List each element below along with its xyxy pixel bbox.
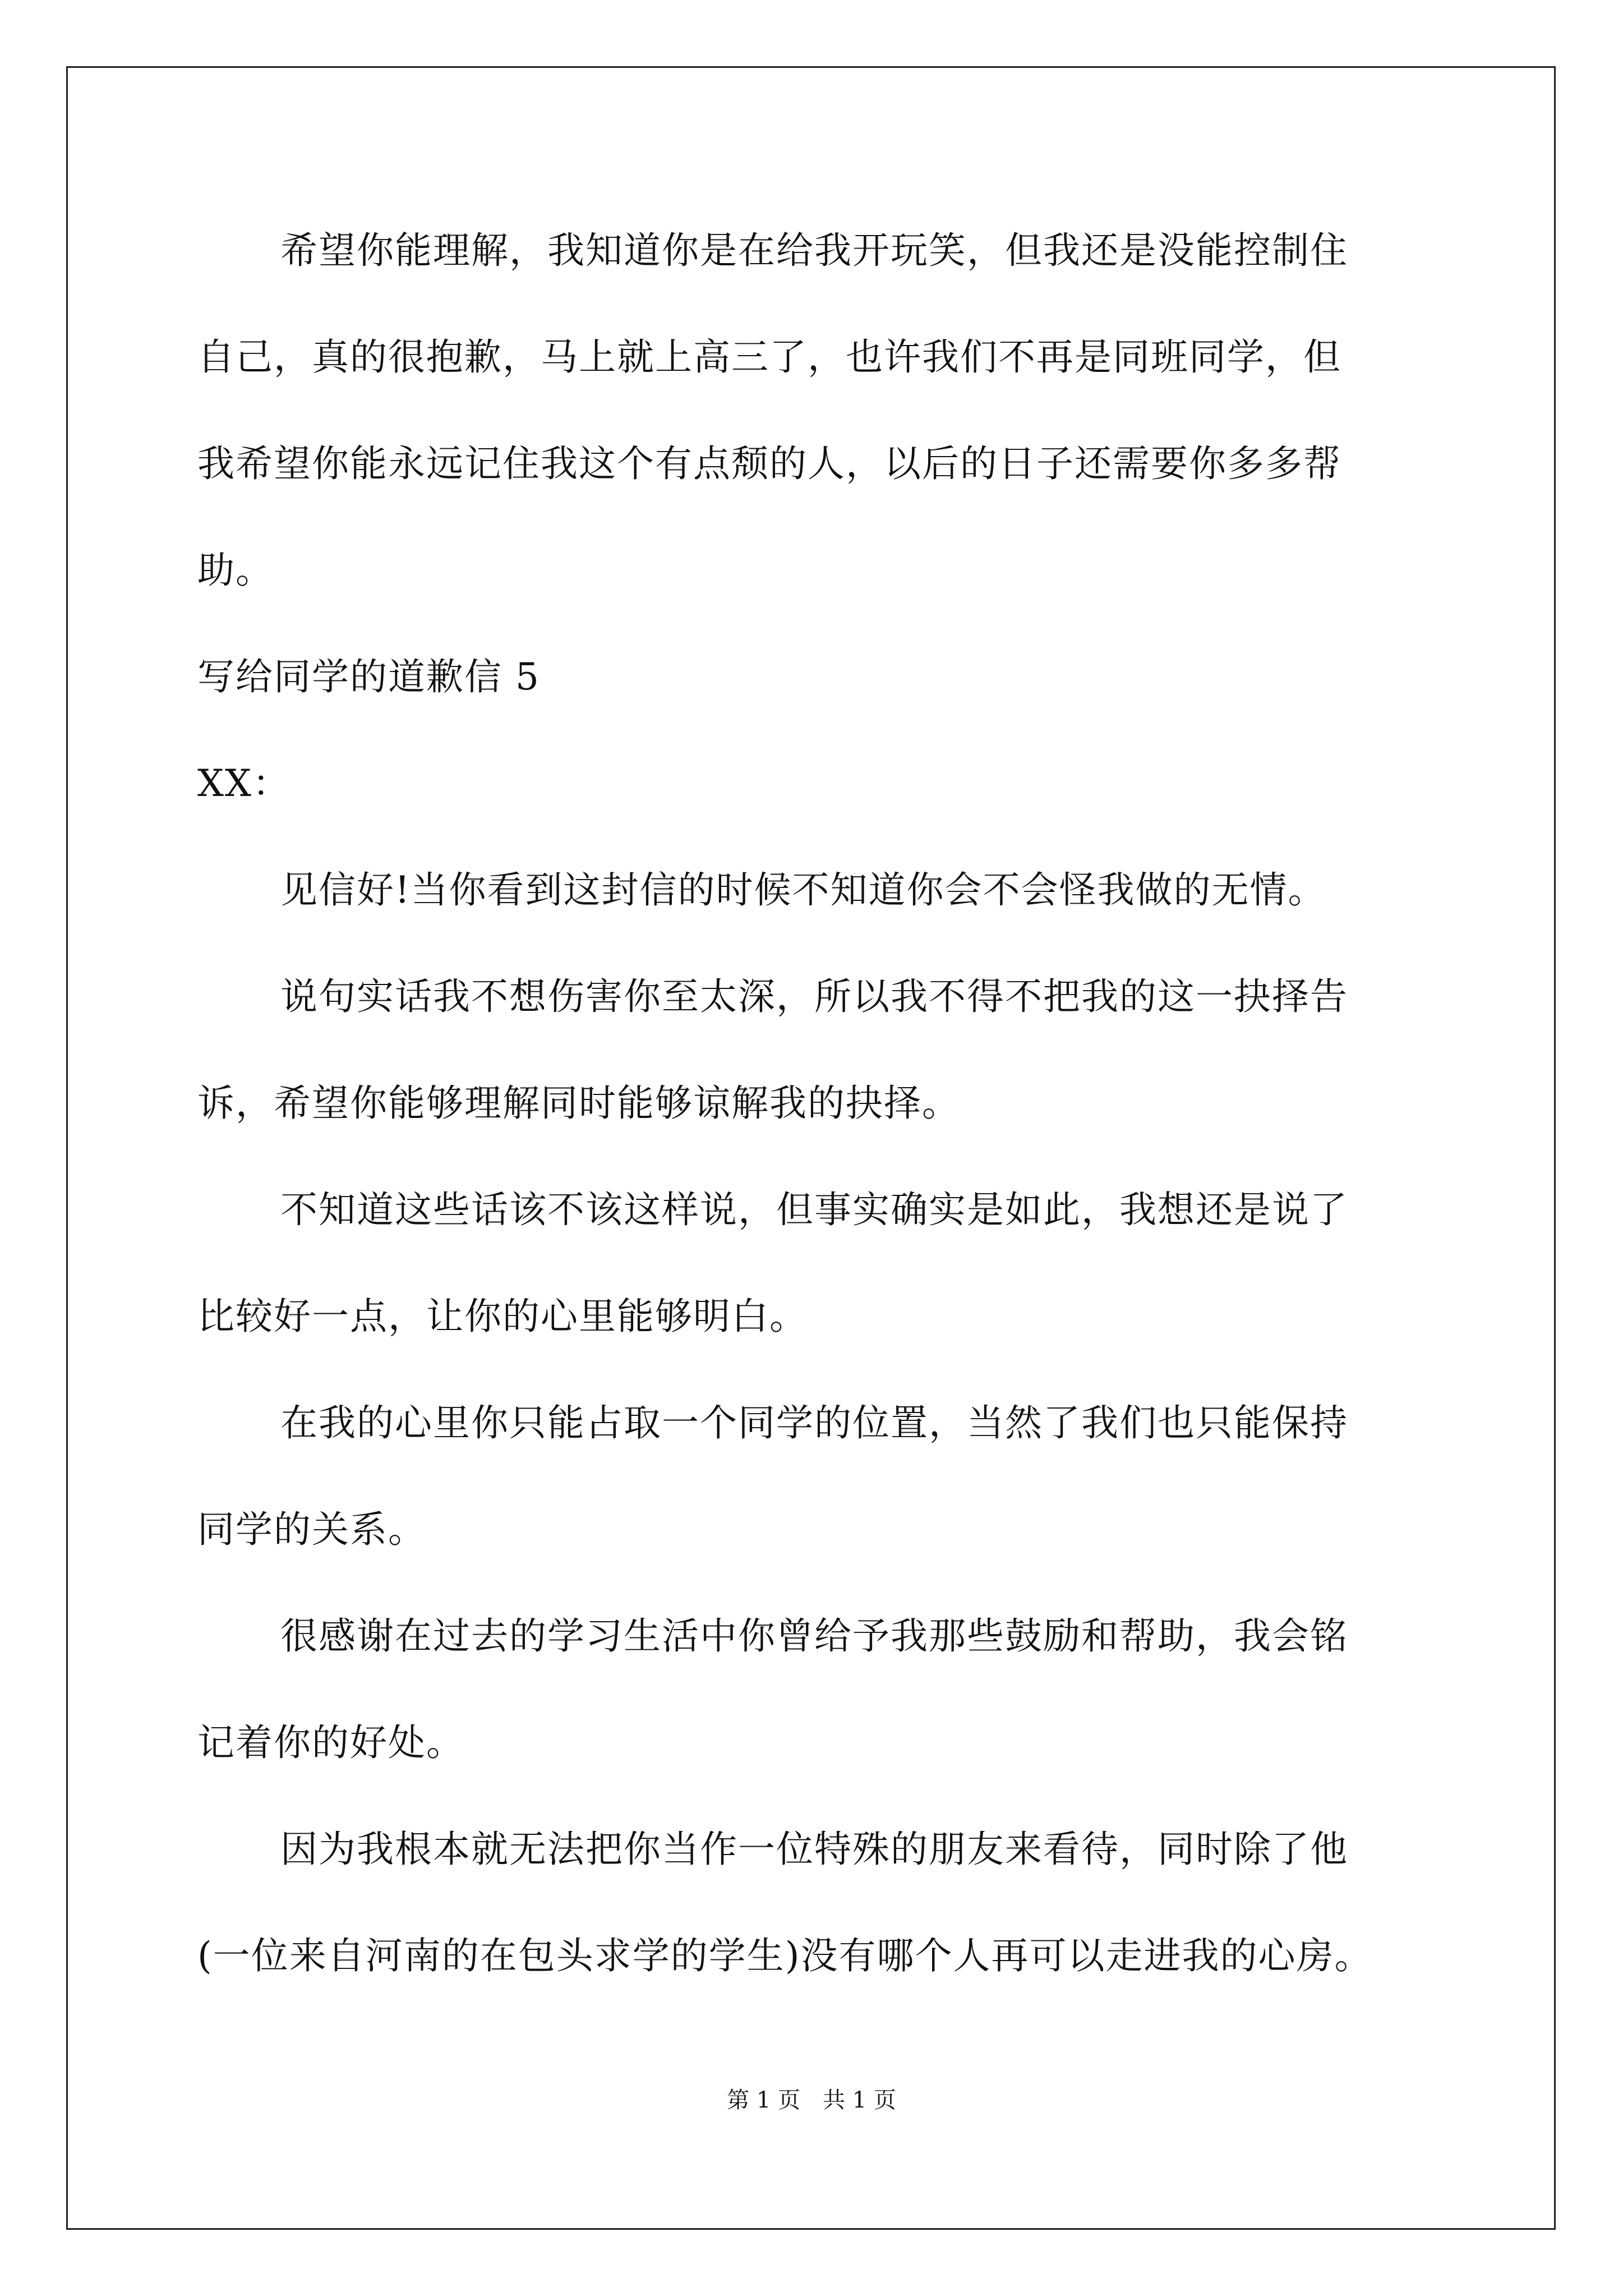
page-footer: 第 1 页 共 1 页 [727, 2087, 896, 2113]
paragraph-line: 助。 [197, 549, 274, 592]
paragraph-line: 说句实话我不想伤害你至太深，所以我不得不把我的这一抉择告 [280, 975, 1348, 1018]
paragraph-line: 自己，真的很抱歉，马上就上高三了，也许我们不再是同班同学，但 [197, 335, 1341, 379]
paragraph-line: 我希望你能永远记住我这个有点颓的人，以后的日子还需要你多多帮 [197, 442, 1341, 485]
paragraph-line: 诉，希望你能够理解同时能够谅解我的抉择。 [197, 1082, 960, 1125]
paragraph-line: 希望你能理解，我知道你是在给我开玩笑，但我还是没能控制住 [280, 229, 1348, 272]
paragraph-line: 不知道这些话该不该这样说，但事实确实是如此，我想还是说了 [280, 1188, 1348, 1231]
salutation: XX： [197, 762, 291, 805]
section-heading: 写给同学的道歉信 5 [197, 655, 540, 698]
paragraph-line: 因为我根本就无法把你当作一位特殊的朋友来看待，同时除了他 [280, 1828, 1348, 1871]
paragraph-line: 比较好一点，让你的心里能够明白。 [197, 1295, 808, 1338]
paragraph-line: 在我的心里你只能占取一个同学的位置，当然了我们也只能保持 [280, 1401, 1348, 1444]
paragraph-line: 记着你的好处。 [197, 1721, 464, 1764]
paragraph-line: 很感谢在过去的学习生活中你曾给予我那些鼓励和帮助，我会铭 [280, 1614, 1348, 1658]
paragraph-line: 见信好!当你看到这封信的时候不知道你会不会怪我做的无情。 [280, 868, 1326, 912]
paragraph-line: 同学的关系。 [197, 1508, 426, 1551]
page-border [66, 66, 1556, 2230]
paragraph-line: (一位来自河南的在包头求学的学生)没有哪个人再可以走进我的心房。 [197, 1934, 1373, 1977]
